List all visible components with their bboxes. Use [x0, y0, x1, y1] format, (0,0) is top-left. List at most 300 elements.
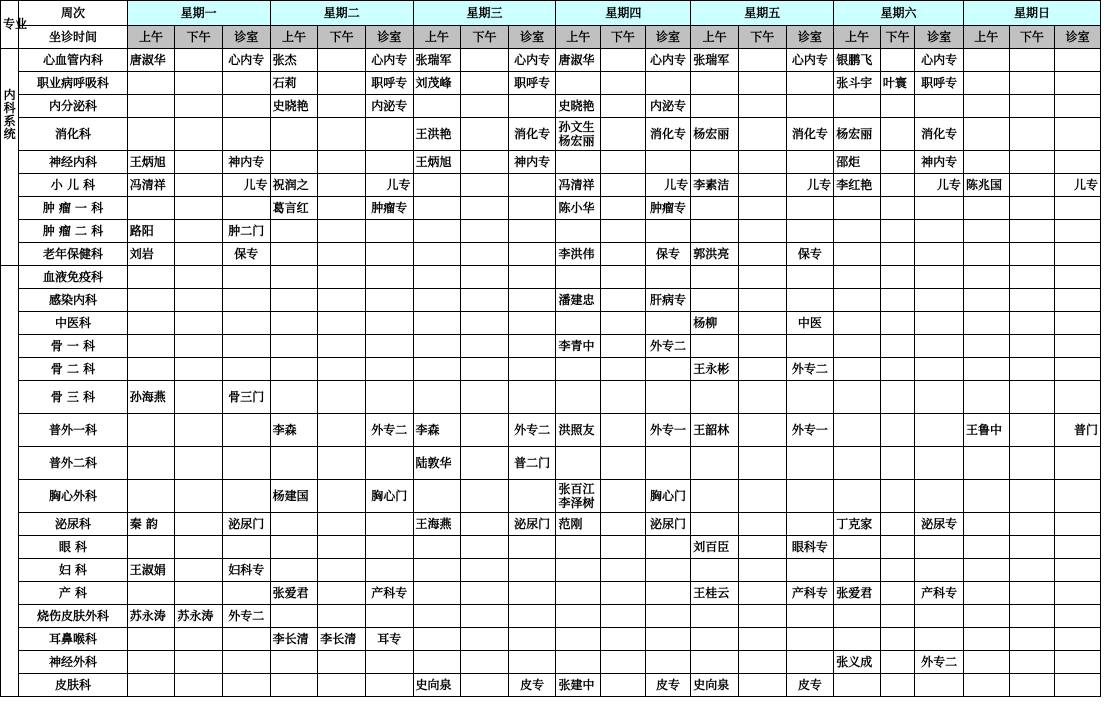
slot-header: 上午	[963, 26, 1009, 49]
slot-header: 下午	[601, 26, 646, 49]
afternoon-doctor-cell	[601, 49, 646, 72]
afternoon-doctor-cell	[1009, 674, 1055, 697]
morning-doctor-cell	[963, 513, 1009, 536]
room-cell: 内泌专	[365, 95, 413, 118]
room-cell	[645, 559, 691, 582]
room-cell	[786, 72, 834, 95]
morning-doctor-cell	[834, 358, 881, 381]
afternoon-doctor-cell	[318, 312, 366, 335]
afternoon-doctor-cell	[175, 674, 223, 697]
room-cell	[222, 480, 270, 513]
room-cell	[786, 220, 834, 243]
room-cell	[365, 513, 413, 536]
room-cell	[915, 628, 964, 651]
room-cell	[915, 95, 964, 118]
morning-doctor-cell: 杨宏丽	[691, 118, 739, 151]
afternoon-doctor-cell	[175, 536, 223, 559]
room-cell	[786, 651, 834, 674]
afternoon-doctor-cell	[738, 174, 786, 197]
afternoon-doctor-cell	[318, 414, 366, 447]
morning-doctor-cell	[963, 480, 1009, 513]
department-name: 妇 科	[19, 559, 127, 582]
morning-doctor-cell	[963, 628, 1009, 651]
afternoon-doctor-cell	[461, 651, 509, 674]
afternoon-doctor-cell	[461, 174, 509, 197]
morning-doctor-cell	[963, 243, 1009, 266]
afternoon-doctor-cell	[461, 220, 509, 243]
morning-doctor-cell	[691, 197, 739, 220]
room-cell	[365, 312, 413, 335]
room-cell: 外专二	[645, 335, 691, 358]
room-cell	[365, 289, 413, 312]
room-cell	[915, 381, 964, 414]
room-cell: 儿专	[365, 174, 413, 197]
afternoon-doctor-cell	[601, 605, 646, 628]
morning-doctor-cell: 刘茂峰	[413, 72, 461, 95]
morning-doctor-cell	[691, 651, 739, 674]
morning-doctor-cell: 王海燕	[413, 513, 461, 536]
room-cell	[365, 536, 413, 559]
afternoon-doctor-cell	[880, 447, 914, 480]
room-cell: 外专一	[645, 414, 691, 447]
room-cell: 外专二	[365, 414, 413, 447]
afternoon-doctor-cell	[1009, 381, 1055, 414]
morning-doctor-cell	[691, 381, 739, 414]
slot-header: 诊室	[645, 26, 691, 49]
morning-doctor-cell	[270, 289, 318, 312]
morning-doctor-cell: 张爱君	[834, 582, 881, 605]
afternoon-doctor-cell	[601, 358, 646, 381]
room-cell	[508, 220, 556, 243]
room-cell	[786, 95, 834, 118]
room-cell	[508, 628, 556, 651]
morning-doctor-cell	[963, 49, 1009, 72]
morning-doctor-cell	[127, 628, 175, 651]
room-cell	[915, 447, 964, 480]
afternoon-doctor-cell	[880, 289, 914, 312]
department-name: 小 儿 科	[19, 174, 127, 197]
room-cell: 胸心门	[365, 480, 413, 513]
morning-doctor-cell	[413, 243, 461, 266]
afternoon-doctor-cell	[175, 49, 223, 72]
afternoon-doctor-cell	[318, 95, 366, 118]
morning-doctor-cell	[963, 335, 1009, 358]
morning-doctor-cell	[556, 559, 601, 582]
afternoon-doctor-cell	[461, 536, 509, 559]
morning-doctor-cell	[270, 335, 318, 358]
specialty-group: 内科系统	[1, 49, 19, 266]
afternoon-doctor-cell	[880, 312, 914, 335]
room-cell	[365, 651, 413, 674]
afternoon-doctor-cell	[318, 197, 366, 220]
afternoon-doctor-cell	[461, 151, 509, 174]
morning-doctor-cell	[127, 118, 175, 151]
room-cell: 泌尿专	[915, 513, 964, 536]
department-name: 眼 科	[19, 536, 127, 559]
room-cell: 心内专	[365, 49, 413, 72]
room-cell	[508, 582, 556, 605]
morning-doctor-cell: 史向泉	[413, 674, 461, 697]
afternoon-doctor-cell	[318, 243, 366, 266]
morning-doctor-cell	[834, 674, 881, 697]
department-name: 普外二科	[19, 447, 127, 480]
room-cell: 泌尿门	[508, 513, 556, 536]
table-row	[1, 628, 1101, 651]
morning-doctor-cell	[270, 651, 318, 674]
slot-header: 下午	[880, 26, 914, 49]
table-row	[1, 674, 1101, 697]
slot-header: 诊室	[786, 26, 834, 49]
afternoon-doctor-cell	[461, 289, 509, 312]
afternoon-doctor-cell	[601, 414, 646, 447]
afternoon-doctor-cell	[1009, 220, 1055, 243]
afternoon-doctor-cell	[461, 95, 509, 118]
afternoon-doctor-cell	[601, 513, 646, 536]
morning-doctor-cell: 李森	[270, 414, 318, 447]
afternoon-doctor-cell	[880, 335, 914, 358]
morning-doctor-cell	[963, 151, 1009, 174]
room-cell	[508, 536, 556, 559]
morning-doctor-cell: 陈兆国	[963, 174, 1009, 197]
slot-header: 上午	[691, 26, 739, 49]
room-cell	[1055, 536, 1101, 559]
room-cell	[508, 289, 556, 312]
morning-doctor-cell: 冯清祥	[127, 174, 175, 197]
room-cell: 职呼专	[365, 72, 413, 95]
afternoon-doctor-cell	[318, 49, 366, 72]
morning-doctor-cell	[963, 559, 1009, 582]
room-cell: 皮专	[645, 674, 691, 697]
afternoon-doctor-cell	[318, 447, 366, 480]
morning-doctor-cell: 王永彬	[691, 358, 739, 381]
afternoon-doctor-cell	[601, 480, 646, 513]
time-label: 坐诊时间	[19, 26, 127, 49]
afternoon-doctor-cell	[461, 49, 509, 72]
room-cell: 保专	[222, 243, 270, 266]
afternoon-doctor-cell	[1009, 628, 1055, 651]
afternoon-doctor-cell	[318, 480, 366, 513]
slot-header: 上午	[270, 26, 318, 49]
room-cell	[1055, 312, 1101, 335]
room-cell: 外专二	[222, 605, 270, 628]
room-cell	[645, 628, 691, 651]
room-cell	[645, 72, 691, 95]
morning-doctor-cell	[127, 312, 175, 335]
morning-doctor-cell	[413, 266, 461, 289]
slot-header: 下午	[1009, 26, 1055, 49]
morning-doctor-cell	[691, 289, 739, 312]
table-row	[1, 174, 1101, 197]
morning-doctor-cell	[556, 381, 601, 414]
afternoon-doctor-cell	[880, 605, 914, 628]
afternoon-doctor-cell	[1009, 447, 1055, 480]
room-cell	[1055, 480, 1101, 513]
room-cell: 儿专	[645, 174, 691, 197]
department-name: 胸心外科	[19, 480, 127, 513]
room-cell	[786, 151, 834, 174]
afternoon-doctor-cell	[461, 72, 509, 95]
room-cell	[786, 335, 834, 358]
afternoon-doctor-cell	[318, 513, 366, 536]
room-cell: 儿专	[786, 174, 834, 197]
morning-doctor-cell	[127, 651, 175, 674]
morning-doctor-cell	[834, 289, 881, 312]
morning-doctor-cell: 祝润之	[270, 174, 318, 197]
week-label: 周次	[19, 1, 127, 26]
room-cell	[1055, 513, 1101, 536]
afternoon-doctor-cell	[1009, 651, 1055, 674]
room-cell	[222, 312, 270, 335]
morning-doctor-cell: 王炳旭	[127, 151, 175, 174]
room-cell: 妇科专	[222, 559, 270, 582]
room-cell	[365, 381, 413, 414]
morning-doctor-cell	[834, 559, 881, 582]
room-cell: 外专二	[915, 651, 964, 674]
afternoon-doctor-cell	[601, 447, 646, 480]
morning-doctor-cell: 杨宏丽	[834, 118, 881, 151]
room-cell	[1055, 266, 1101, 289]
morning-doctor-cell: 洪照友	[556, 414, 601, 447]
room-cell	[915, 243, 964, 266]
room-cell	[645, 151, 691, 174]
afternoon-doctor-cell	[601, 289, 646, 312]
morning-doctor-cell	[270, 118, 318, 151]
room-cell	[786, 480, 834, 513]
morning-doctor-cell: 孙海燕	[127, 381, 175, 414]
room-cell	[508, 95, 556, 118]
room-cell: 心内专	[222, 49, 270, 72]
morning-doctor-cell: 范刚	[556, 513, 601, 536]
room-cell: 外专一	[786, 414, 834, 447]
afternoon-doctor-cell	[601, 559, 646, 582]
morning-doctor-cell: 张杰	[270, 49, 318, 72]
morning-doctor-cell	[834, 414, 881, 447]
afternoon-doctor-cell	[880, 95, 914, 118]
room-cell	[508, 243, 556, 266]
morning-doctor-cell: 杨柳	[691, 312, 739, 335]
afternoon-doctor-cell	[461, 243, 509, 266]
afternoon-doctor-cell	[601, 674, 646, 697]
department-name: 骨 一 科	[19, 335, 127, 358]
afternoon-doctor-cell	[601, 72, 646, 95]
table-row	[1, 49, 1101, 72]
room-cell	[1055, 49, 1101, 72]
morning-doctor-cell: 张瑞军	[691, 49, 739, 72]
room-cell	[786, 559, 834, 582]
afternoon-doctor-cell	[880, 151, 914, 174]
afternoon-doctor-cell	[601, 628, 646, 651]
afternoon-doctor-cell	[175, 151, 223, 174]
morning-doctor-cell	[556, 628, 601, 651]
morning-doctor-cell	[413, 335, 461, 358]
afternoon-doctor-cell	[461, 197, 509, 220]
morning-doctor-cell: 王炳旭	[413, 151, 461, 174]
morning-doctor-cell: 丁克家	[834, 513, 881, 536]
room-cell	[508, 197, 556, 220]
department-name: 骨 二 科	[19, 358, 127, 381]
morning-doctor-cell	[691, 628, 739, 651]
afternoon-doctor-cell	[601, 197, 646, 220]
afternoon-doctor-cell	[738, 651, 786, 674]
morning-doctor-cell: 李青中	[556, 335, 601, 358]
room-cell	[915, 289, 964, 312]
slot-header: 上午	[127, 26, 175, 49]
afternoon-doctor-cell	[175, 243, 223, 266]
afternoon-doctor-cell	[318, 151, 366, 174]
afternoon-doctor-cell	[601, 381, 646, 414]
morning-doctor-cell: 刘百臣	[691, 536, 739, 559]
morning-doctor-cell	[127, 414, 175, 447]
afternoon-doctor-cell	[1009, 414, 1055, 447]
room-cell	[508, 358, 556, 381]
morning-doctor-cell	[556, 312, 601, 335]
morning-doctor-cell	[834, 480, 881, 513]
afternoon-doctor-cell	[175, 197, 223, 220]
morning-doctor-cell: 李森	[413, 414, 461, 447]
morning-doctor-cell	[834, 628, 881, 651]
afternoon-doctor-cell	[1009, 49, 1055, 72]
morning-doctor-cell	[413, 381, 461, 414]
room-cell	[365, 447, 413, 480]
day-header-sun: 星期日	[963, 1, 1100, 26]
room-cell	[508, 605, 556, 628]
slot-header: 上午	[556, 26, 601, 49]
table-row	[1, 381, 1101, 414]
table-row	[1, 447, 1101, 480]
room-cell	[222, 118, 270, 151]
morning-doctor-cell	[963, 605, 1009, 628]
room-cell	[222, 335, 270, 358]
morning-doctor-cell: 唐淑华	[127, 49, 175, 72]
morning-doctor-cell	[270, 559, 318, 582]
afternoon-doctor-cell	[738, 559, 786, 582]
afternoon-doctor-cell	[318, 674, 366, 697]
morning-doctor-cell	[963, 197, 1009, 220]
morning-doctor-cell	[963, 289, 1009, 312]
room-cell	[222, 266, 270, 289]
morning-doctor-cell	[963, 266, 1009, 289]
afternoon-doctor-cell	[601, 651, 646, 674]
room-cell	[222, 358, 270, 381]
morning-doctor-cell: 王洪艳	[413, 118, 461, 151]
afternoon-doctor-cell	[175, 312, 223, 335]
table-row	[1, 72, 1101, 95]
morning-doctor-cell: 葛言红	[270, 197, 318, 220]
afternoon-doctor-cell	[601, 243, 646, 266]
morning-doctor-cell: 王韶林	[691, 414, 739, 447]
morning-doctor-cell	[963, 358, 1009, 381]
morning-doctor-cell	[691, 605, 739, 628]
department-name: 神经内科	[19, 151, 127, 174]
room-cell	[508, 381, 556, 414]
morning-doctor-cell	[834, 381, 881, 414]
afternoon-doctor-cell	[318, 381, 366, 414]
morning-doctor-cell	[127, 289, 175, 312]
morning-doctor-cell	[270, 358, 318, 381]
table-row	[1, 651, 1101, 674]
afternoon-doctor-cell	[880, 266, 914, 289]
afternoon-doctor-cell	[601, 312, 646, 335]
room-cell: 消化专	[645, 118, 691, 151]
room-cell	[915, 480, 964, 513]
room-cell	[222, 582, 270, 605]
room-cell	[786, 513, 834, 536]
room-cell: 保专	[645, 243, 691, 266]
morning-doctor-cell	[127, 72, 175, 95]
room-cell: 外专二	[786, 358, 834, 381]
room-cell: 产科专	[786, 582, 834, 605]
room-cell: 内泌专	[645, 95, 691, 118]
room-cell	[645, 312, 691, 335]
afternoon-doctor-cell	[601, 151, 646, 174]
table-row	[1, 243, 1101, 266]
morning-doctor-cell: 张瑞军	[413, 49, 461, 72]
room-cell	[508, 266, 556, 289]
room-cell	[508, 480, 556, 513]
morning-doctor-cell	[963, 95, 1009, 118]
department-name: 肿 瘤 二 科	[19, 220, 127, 243]
room-cell	[645, 447, 691, 480]
afternoon-doctor-cell	[601, 536, 646, 559]
room-cell	[365, 151, 413, 174]
department-name: 骨 三 科	[19, 381, 127, 414]
afternoon-doctor-cell	[1009, 118, 1055, 151]
room-cell	[786, 266, 834, 289]
afternoon-doctor-cell	[738, 335, 786, 358]
morning-doctor-cell	[413, 628, 461, 651]
afternoon-doctor-cell	[1009, 151, 1055, 174]
afternoon-doctor-cell	[175, 72, 223, 95]
afternoon-doctor-cell	[1009, 536, 1055, 559]
room-cell	[915, 312, 964, 335]
afternoon-doctor-cell	[461, 414, 509, 447]
morning-doctor-cell	[413, 651, 461, 674]
room-cell	[915, 358, 964, 381]
table-row	[1, 559, 1101, 582]
afternoon-doctor-cell	[318, 536, 366, 559]
afternoon-doctor-cell	[738, 358, 786, 381]
afternoon-doctor-cell	[738, 151, 786, 174]
afternoon-doctor-cell	[318, 266, 366, 289]
room-cell	[786, 381, 834, 414]
morning-doctor-cell: 郭洪亮	[691, 243, 739, 266]
afternoon-doctor-cell	[318, 174, 366, 197]
morning-doctor-cell	[556, 605, 601, 628]
table-row	[1, 289, 1101, 312]
morning-doctor-cell: 李素洁	[691, 174, 739, 197]
room-cell	[1055, 243, 1101, 266]
morning-doctor-cell: 孙文生 杨宏丽	[556, 118, 601, 151]
afternoon-doctor-cell	[461, 358, 509, 381]
morning-doctor-cell	[270, 243, 318, 266]
afternoon-doctor-cell	[738, 197, 786, 220]
afternoon-doctor-cell	[175, 289, 223, 312]
afternoon-doctor-cell	[1009, 266, 1055, 289]
room-cell: 骨三门	[222, 381, 270, 414]
afternoon-doctor-cell	[1009, 480, 1055, 513]
room-cell	[645, 358, 691, 381]
morning-doctor-cell	[691, 513, 739, 536]
afternoon-doctor-cell	[175, 480, 223, 513]
afternoon-doctor-cell	[1009, 72, 1055, 95]
room-cell: 神内专	[508, 151, 556, 174]
morning-doctor-cell	[963, 220, 1009, 243]
morning-doctor-cell	[963, 381, 1009, 414]
day-header-mon: 星期一	[127, 1, 270, 26]
afternoon-doctor-cell	[461, 447, 509, 480]
room-cell	[1055, 289, 1101, 312]
afternoon-doctor-cell	[880, 414, 914, 447]
